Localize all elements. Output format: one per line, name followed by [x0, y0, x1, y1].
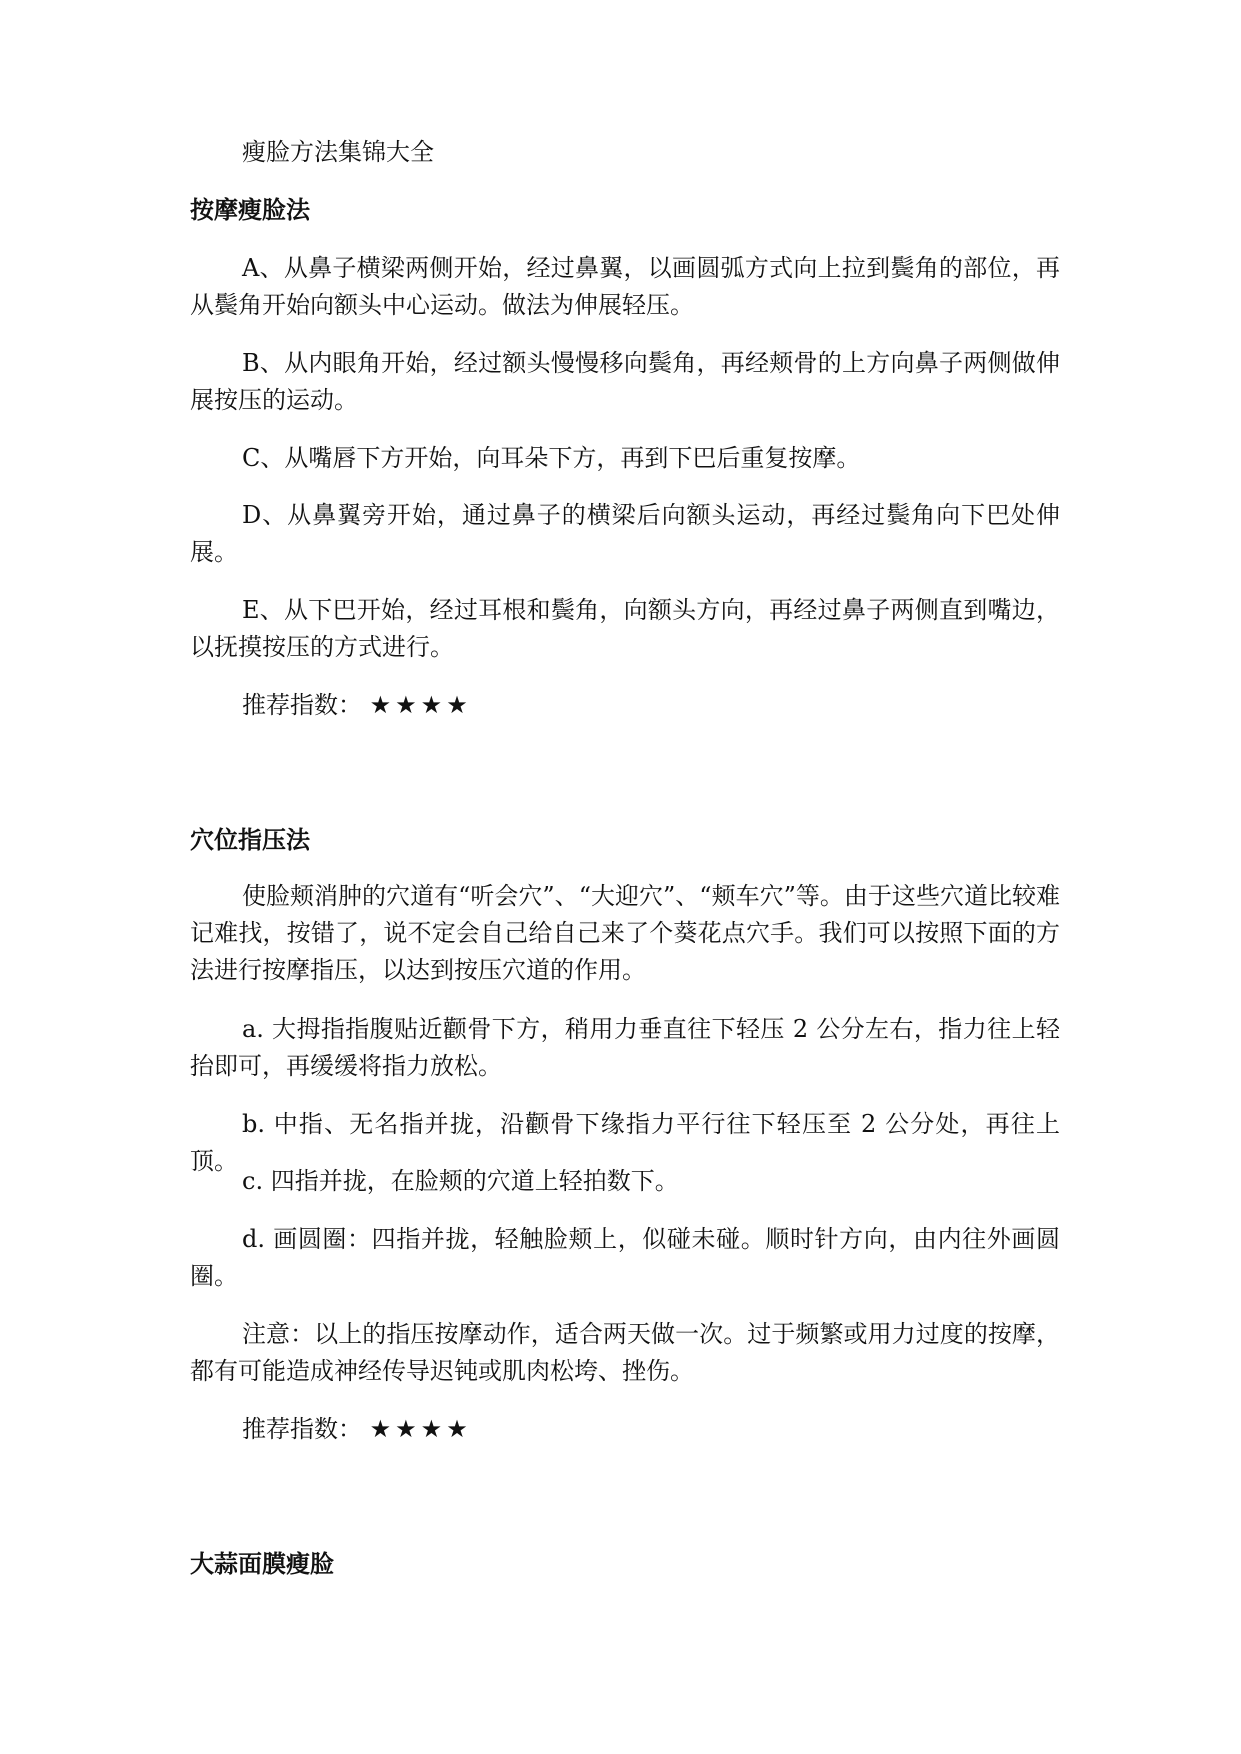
document-title: 瘦脸方法集锦大全	[242, 138, 434, 166]
paragraph: E、从下巴开始，经过耳根和鬓角，向额头方向，再经过鼻子两侧直到嘴边，以抚摸按压的方式进行。	[190, 596, 1060, 661]
rating-stars: ★★★★	[369, 691, 472, 719]
rating-line	[242, 1411, 472, 1447]
paragraph: D、从鼻翼旁开始，通过鼻子的横梁后向额头运动，再经过鬓角向下巴处伸展。	[190, 501, 1060, 566]
rating-label: 推荐指数：	[242, 691, 362, 719]
rating-line	[242, 687, 472, 723]
paragraph: 使脸颊消肿的穴道有“听会穴”、“大迎穴”、“颊车穴”等。由于这些穴道比较难记难找，按错了，说不定会自己给自己来了个葵花点穴手。我们可以按照下面的方法进行按摩指压，以达到按压穴道的作用。	[190, 882, 1060, 984]
rating-label: 推荐指数：	[242, 1415, 362, 1443]
paragraph: B、从内眼角开始，经过额头慢慢移向鬓角，再经颊骨的上方向鼻子两侧做伸展按压的运动。	[190, 349, 1060, 414]
paragraph: C、从嘴唇下方开始，向耳朵下方，再到下巴后重复按摩。	[242, 444, 861, 472]
paragraph: a. 大拇指指腹贴近颧骨下方，稍用力垂直往下轻压 2 公分左右，指力往上轻抬即可，再缓缓将指力放松。	[190, 1015, 1060, 1080]
paragraph: b. 中指、无名指并拢，沿颧骨下缘指力平行往下轻压至 2 公分处，再往上顶。	[190, 1110, 1060, 1175]
paragraph: d. 画圆圈：四指并拢，轻触脸颊上，似碰未碰。顺时针方向，由内往外画圆圈。	[190, 1225, 1060, 1290]
paragraph: 注意：以上的指压按摩动作，适合两天做一次。过于频繁或用力过度的按摩，都有可能造成神经传导迟钝或肌肉松垮、挫伤。	[190, 1320, 1060, 1385]
section-heading-massage: 按摩瘦脸法	[190, 196, 310, 224]
section-heading-garlic-mask: 大蒜面膜瘦脸	[190, 1550, 334, 1578]
paragraph: A、从鼻子横梁两侧开始，经过鼻翼，以画圆弧方式向上拉到鬓角的部位，再从鬓角开始向额头中心运动。做法为伸展轻压。	[190, 254, 1060, 319]
section-heading-acupressure: 穴位指压法	[190, 826, 310, 854]
paragraph: c. 四指并拢，在脸颊的穴道上轻拍数下。	[242, 1167, 679, 1195]
rating-stars: ★★★★	[369, 1415, 472, 1443]
